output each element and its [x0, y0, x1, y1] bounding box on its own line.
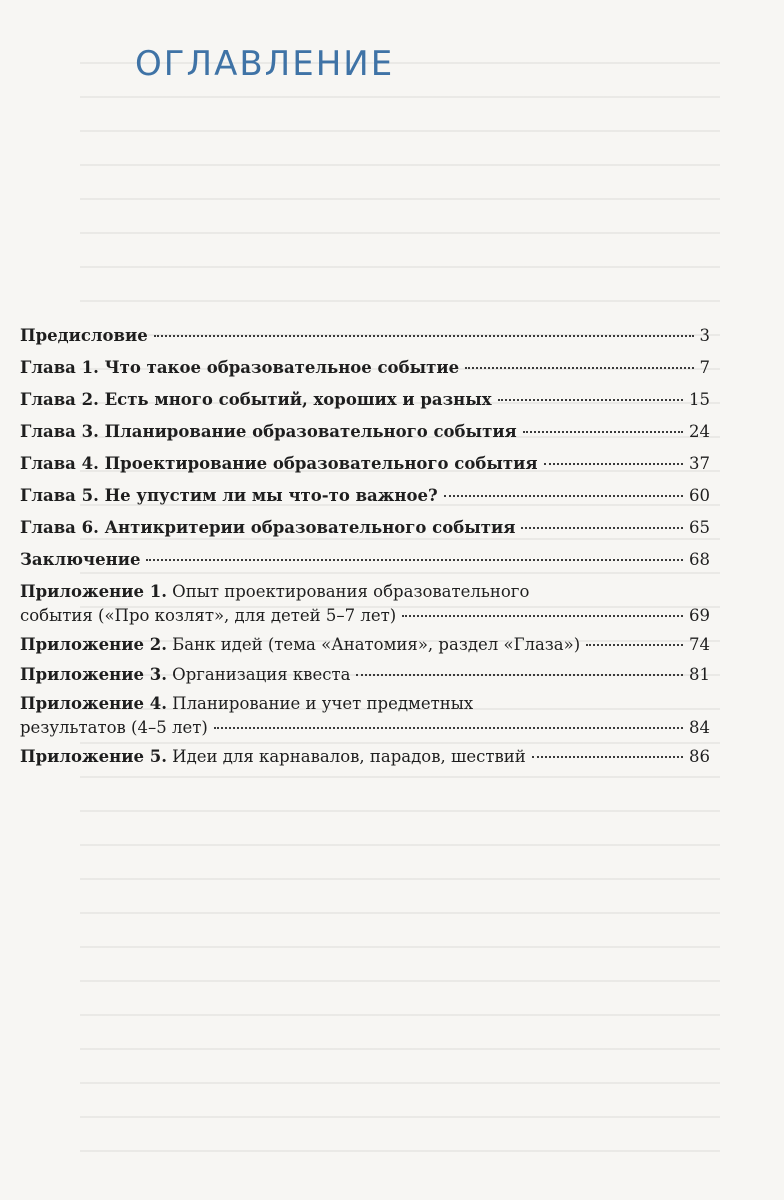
toc-entry-preface: [20, 324, 710, 356]
toc-entry-chapter-5: [20, 484, 710, 516]
toc-entry-text: Банк идей (тема «Анатомия», раздел «Глаза»): [166, 635, 581, 654]
dot-leader: [532, 756, 683, 758]
toc-entry-chapter-3: [20, 420, 710, 452]
toc-entry-text-continued: события («Про козлят», для детей 5–7 лет): [20, 606, 397, 625]
toc-entry-title: Приложение 1.: [20, 582, 167, 601]
dot-leader: [154, 335, 694, 337]
dot-leader: [402, 615, 683, 617]
dot-leader: [356, 674, 683, 676]
toc-entry-title: Глава 5. Не упустим ли мы что-то важное?: [20, 486, 438, 505]
toc-page-number: 74: [689, 635, 710, 654]
toc-entry-title: Приложение 5.: [20, 747, 167, 766]
dot-leader: [444, 495, 683, 497]
toc-entry-title: Глава 2. Есть много событий, хороших и разных: [20, 390, 492, 409]
toc-entry-title: Приложение 4.: [20, 694, 167, 713]
dot-leader: [586, 644, 683, 646]
toc-page-number: 24: [689, 422, 710, 441]
toc-page-number: 3: [699, 326, 710, 345]
toc-entry-title: Глава 1. Что такое образовательное событие: [20, 358, 460, 377]
dot-leader: [146, 559, 683, 561]
toc-entry-appendix-2: [20, 633, 710, 663]
toc-page-number: 60: [689, 486, 710, 505]
toc-page-number: 69: [689, 606, 710, 625]
toc-entry-title: Глава 3. Планирование образовательного события: [20, 422, 517, 441]
toc-entry-appendix-5: [20, 745, 710, 775]
toc-entry-title: Предисловие: [20, 326, 148, 345]
toc-entry-text: Идеи для карнавалов, парадов, шествий: [166, 747, 526, 766]
toc-entry-text: Организация квеста: [166, 665, 351, 684]
toc-entry-conclusion: [20, 548, 710, 580]
toc-entry-chapter-4: [20, 452, 710, 484]
dot-leader: [214, 727, 683, 729]
toc-page-number: 65: [689, 518, 710, 537]
toc-entry-appendix-3: [20, 663, 710, 692]
toc-entry-appendix-4: [20, 692, 710, 745]
dot-leader: [465, 367, 693, 369]
toc-entry-title: Глава 4. Проектирование образовательного события: [20, 454, 538, 473]
toc-entry-text: Планирование и учет предметных: [166, 694, 474, 713]
table-of-contents: [20, 324, 710, 775]
dot-leader: [523, 431, 683, 433]
page-title: ОГЛАВЛЕНИЕ: [135, 44, 395, 84]
toc-entry-title: Приложение 2.: [20, 635, 167, 654]
toc-page-number: 7: [699, 358, 710, 377]
toc-page-number: 81: [689, 665, 710, 684]
toc-entry-title: Глава 6. Антикритерии образовательного события: [20, 518, 516, 537]
toc-entry-chapter-6: [20, 516, 710, 548]
toc-page-number: 86: [689, 747, 710, 766]
toc-page-number: 84: [689, 718, 710, 737]
toc-entry-title: Приложение 3.: [20, 665, 167, 684]
toc-entry-appendix-1: [20, 580, 710, 633]
toc-page-number: 37: [689, 454, 710, 473]
toc-entry-chapter-1: [20, 356, 710, 388]
dot-leader: [521, 527, 683, 529]
toc-entry-text-continued: результатов (4–5 лет): [20, 718, 208, 737]
toc-entry-text: Опыт проектирования образовательного: [166, 582, 530, 601]
toc-entry-chapter-2: [20, 388, 710, 420]
dot-leader: [544, 463, 683, 465]
toc-page-number: 15: [689, 390, 710, 409]
toc-page-number: 68: [689, 550, 710, 569]
toc-entry-title: Заключение: [20, 550, 141, 569]
dot-leader: [498, 399, 683, 401]
